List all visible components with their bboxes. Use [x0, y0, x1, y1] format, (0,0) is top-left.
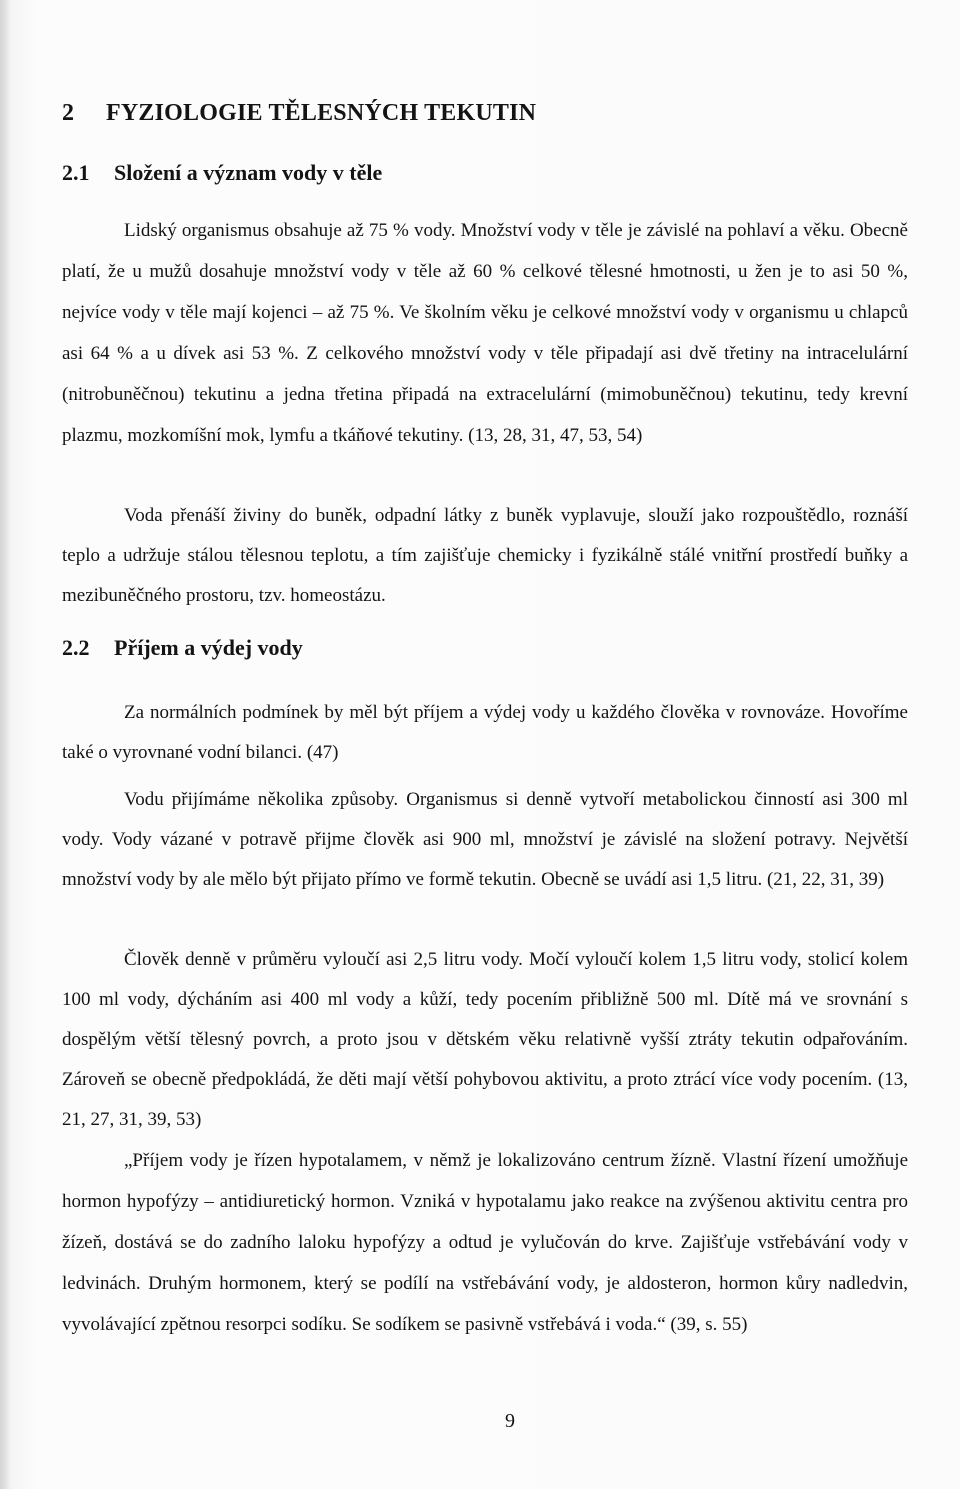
section-number: 2.2	[62, 635, 90, 660]
paragraph-water-composition: Lidský organismus obsahuje až 75 % vody. Množství vody v těle je závislé na pohlaví a věku. Obecně platí, že u mužů dosahuje množství vody v těle až 60 % celkové tělesné hmotnosti, u žen je to asi 50 %, nejvíce vody v těle mají kojenci – až 75 %. Ve školním věku je celkové množství vody v organismu u chlapců asi 64 % a u dívek asi 53 %. Z celkového množství vody v těle připadají asi dvě třetiny na intracelulární (nitrobuněčnou) tekutinu a jedna třetina připadá na extracelulární (mimobuněčnou) tekutinu, tedy krevní plazmu, mozkomíšní mok, lymfu a tkáňové tekutiny. (13, 28, 31, 47, 53, 54)	[62, 220, 908, 446]
section-title: Příjem a výdej vody	[114, 635, 303, 660]
scan-edge-shadow	[0, 0, 10, 1489]
page-number: 9	[505, 1410, 515, 1432]
paragraph-hormonal-regulation: „Příjem vody je řízen hypotalamem, v němž je lokalizováno centrum žízně. Vlastní řízení umožňuje hormon hypofýzy – antidiuretický hormon. Vzniká v hypotalamu jako reakce na zvýšenou aktivitu centra pro žízeň, dostává se do zadního laloku hypofýzy a odtud je vylučován do krve. Zajišťuje vstřebávání vody v ledvinách. Druhým hormonem, který se podílí na vstřebávání vody, je aldosteron, hormon kůry nadledvin, vyvolávající zpětnou resorpci sodíku. Se sodíkem se pasivně vstřebává i voda.“ (39, s. 55)	[62, 1150, 908, 1335]
paragraph-water-balance: Za normálních podmínek by měl být příjem a výdej vody u každého člověka v rovnováze. Hovoříme také o vyrovnané vodní bilanci. (47)	[62, 702, 908, 763]
chapter-title: FYZIOLOGIE TĚLESNÝCH TEKUTIN	[106, 100, 537, 126]
section-heading-2-1	[62, 160, 382, 186]
paragraph-water-intake: Vodu přijímáme několika způsoby. Organismus si denně vytvoří metabolickou činností asi 300 ml vody. Vody vázané v potravě přijme člověk asi 900 ml, množství je závislé na složení potravy. Největší množství vody by ale mělo být přijato přímo ve formě tekutin. Obecně se uvádí asi 1,5 litru. (21, 22, 31, 39)	[62, 789, 908, 890]
section-number: 2.1	[62, 160, 90, 185]
chapter-number: 2	[62, 100, 75, 126]
section-title: Složení a význam vody v těle	[114, 160, 383, 185]
section-heading-2-2	[62, 635, 303, 661]
chapter-heading	[62, 100, 536, 127]
paragraph-water-function: Voda přenáší živiny do buněk, odpadní látky z buněk vyplavuje, slouží jako rozpouštědlo, roznáší teplo a udržuje stálou tělesnou teplotu, a tím zajišťuje chemicky i fyzikálně stálé vnitřní prostředí buňky a mezibuněčného prostoru, tzv. homeostázu.	[62, 505, 908, 606]
paragraph-water-output: Člověk denně v průměru vyloučí asi 2,5 litru vody. Močí vyloučí kolem 1,5 litru vody, stolicí kolem 100 ml vody, dýcháním asi 400 ml vody a kůží, tedy pocením přibližně 500 ml. Dítě má ve srovnání s dospělým větší tělesný povrch, a proto jsou v dětském věku relativně vyšší ztráty tekutin odpařováním. Zároveň se obecně předpokládá, že děti mají větší pohybovou aktivitu, a proto ztrácí více vody pocením. (13, 21, 27, 31, 39, 53)	[62, 949, 908, 1130]
